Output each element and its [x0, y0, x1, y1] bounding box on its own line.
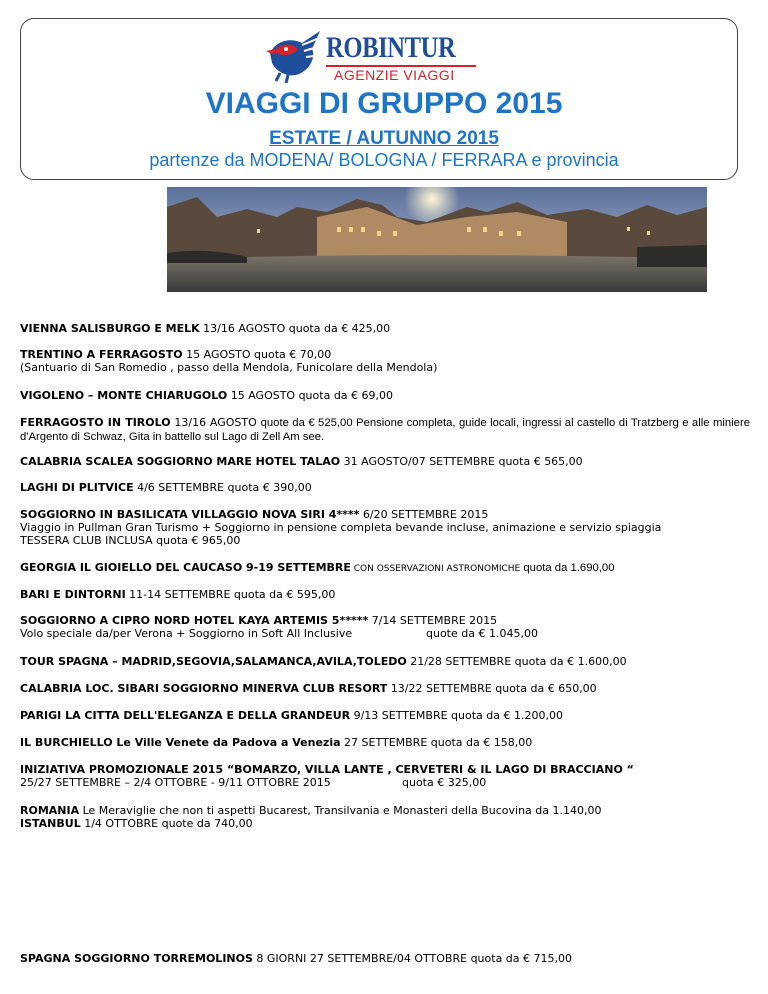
- list-item: [20, 736, 750, 749]
- trip-name: IL BURCHIELLO Le Ville Venete da Padova a Venezia: [20, 736, 341, 749]
- trip-detail: 9/13 SETTEMBRE quota da € 1.200,00: [350, 709, 563, 722]
- trip-name: ISTANBUL: [20, 817, 81, 830]
- trip-name: VIGOLENO – MONTE CHIARUGOLO: [20, 389, 228, 402]
- list-item: [20, 348, 750, 374]
- trip-detail: 25/27 SETTEMBRE – 2/4 OTTOBRE - 9/11 OTTOBRE 2015: [20, 776, 331, 789]
- trip-notes: (Santuario di San Romedio , passo della Mendola, Funicolare della Mendola): [20, 361, 438, 374]
- bird-logo-icon: [262, 23, 328, 89]
- list-item: [20, 614, 750, 640]
- list-item: [20, 322, 750, 335]
- brand-tagline: AGENZIE VIAGGI: [334, 67, 455, 83]
- trip-name: SOGGIORNO IN BASILICATA VILLAGGIO NOVA SIRI 4****: [20, 508, 360, 521]
- list-item: [20, 952, 750, 965]
- trip-name: INIZIATIVA PROMOZIONALE 2015 “BOMARZO, VILLA LANTE , CERVETERI & IL LAGO DI BRACCIANO “: [20, 763, 634, 776]
- list-item: [20, 655, 750, 668]
- trip-notes: CON OSSERVAZIONI ASTRONOMICHE: [350, 564, 521, 574]
- trip-detail: 13/16 AGOSTO quota da € 425,00: [199, 322, 391, 335]
- trip-name: CALABRIA LOC. SIBARI SOGGIORNO MINERVA CLUB RESORT: [20, 682, 388, 695]
- trip-price: quote da € 1.045,00: [426, 627, 538, 640]
- trip-name: VIENNA SALISBURGO E MELK: [20, 322, 200, 335]
- list-item: [20, 561, 750, 576]
- trip-price: quota € 325,00: [402, 776, 487, 789]
- list-item: [20, 508, 750, 547]
- trip-price: TESSERA CLUB INCLUSA quota € 965,00: [20, 534, 241, 547]
- trip-name: SPAGNA SOGGIORNO TORREMOLINOS: [20, 952, 253, 965]
- trip-price: quota da 1.690,00: [520, 562, 615, 574]
- departures-line: partenze da MODENA/ BOLOGNA / FERRARA e provincia: [149, 150, 619, 170]
- list-item: [20, 389, 750, 402]
- robintur-logo: [262, 23, 502, 93]
- list-item: [20, 763, 750, 789]
- trip-name: LAGHI DI PLITVICE: [20, 481, 134, 494]
- list-item: [20, 481, 750, 494]
- trip-detail: 15 AGOSTO quota € 70,00: [182, 348, 332, 361]
- trip-name: PARIGI LA CITTA DELL'ELEGANZA E DELLA GRANDEUR: [20, 709, 351, 722]
- trip-name: GEORGIA IL GIOIELLO DEL CAUCASO 9-19 SETTEMBRE: [20, 561, 351, 574]
- trip-name: FERRAGOSTO IN TIROLO: [20, 416, 171, 429]
- trip-detail: 6/20 SETTEMBRE 2015: [359, 508, 489, 521]
- list-item: [20, 455, 750, 468]
- trip-detail: 15 AGOSTO quota da € 69,00: [227, 389, 394, 402]
- trip-name: CALABRIA SCALEA SOGGIORNO MARE HOTEL TALAO: [20, 455, 341, 468]
- city-river-photo: [167, 187, 707, 292]
- trip-notes: Viaggio in Pullman Gran Turismo + Soggiorno in pensione completa bevande incluse, animazione e servizio spiaggia: [20, 521, 662, 534]
- trip-detail: 13/22 SETTEMBRE quota da € 650,00: [387, 682, 597, 695]
- list-item: [20, 804, 750, 830]
- trip-detail: 11-14 SETTEMBRE quota da € 595,00: [125, 588, 336, 601]
- trip-name: SOGGIORNO A CIPRO NORD HOTEL KAYA ARTEMIS 5*****: [20, 614, 369, 627]
- list-item: [20, 709, 750, 722]
- page-title: VIAGGI DI GRUPPO 2015: [205, 87, 563, 120]
- page-subtitle: ESTATE / AUTUNNO 2015: [269, 128, 499, 149]
- trip-detail: Le Meraviglie che non ti aspetti Bucarest, Transilvania e Monasteri della Bucovina da 1.140,00: [79, 804, 602, 817]
- trip-detail: 4/6 SETTEMBRE quota € 390,00: [133, 481, 312, 494]
- trip-detail: 21/28 SETTEMBRE quota da € 1.600,00: [406, 655, 627, 668]
- trip-detail: 1/4 OTTOBRE quote da 740,00: [80, 817, 253, 830]
- trip-notes: quote da € 525,00 Pensione completa, guide locali, ingressi al castello di Tratzberg e alle miniere d'Argento di Schwaz, Gita in battello sul Lago di Zell Am see.: [20, 417, 750, 443]
- trip-detail: 8 GIORNI 27 SETTEMBRE/04 OTTOBRE quota da € 715,00: [252, 952, 573, 965]
- trip-name: BARI E DINTORNI: [20, 588, 126, 601]
- list-item: [20, 416, 750, 444]
- trip-notes: Volo speciale da/per Verona + Soggiorno in Soft All Inclusive: [20, 627, 353, 640]
- brand-name: ROBINTUR: [326, 31, 456, 64]
- trip-detail: 31 AGOSTO/07 SETTEMBRE quota € 565,00: [340, 455, 583, 468]
- trip-name: TOUR SPAGNA – MADRID,SEGOVIA,SALAMANCA,AVILA,TOLEDO: [20, 655, 407, 668]
- trip-detail: 13/16 AGOSTO: [170, 416, 261, 429]
- trip-detail: 27 SETTEMBRE quota da € 158,00: [340, 736, 533, 749]
- trip-name: ROMANIA: [20, 804, 80, 817]
- list-item: [20, 588, 750, 601]
- list-item: [20, 682, 750, 695]
- trip-name: TRENTINO A FERRAGOSTO: [20, 348, 183, 361]
- trip-detail: 7/14 SETTEMBRE 2015: [368, 614, 498, 627]
